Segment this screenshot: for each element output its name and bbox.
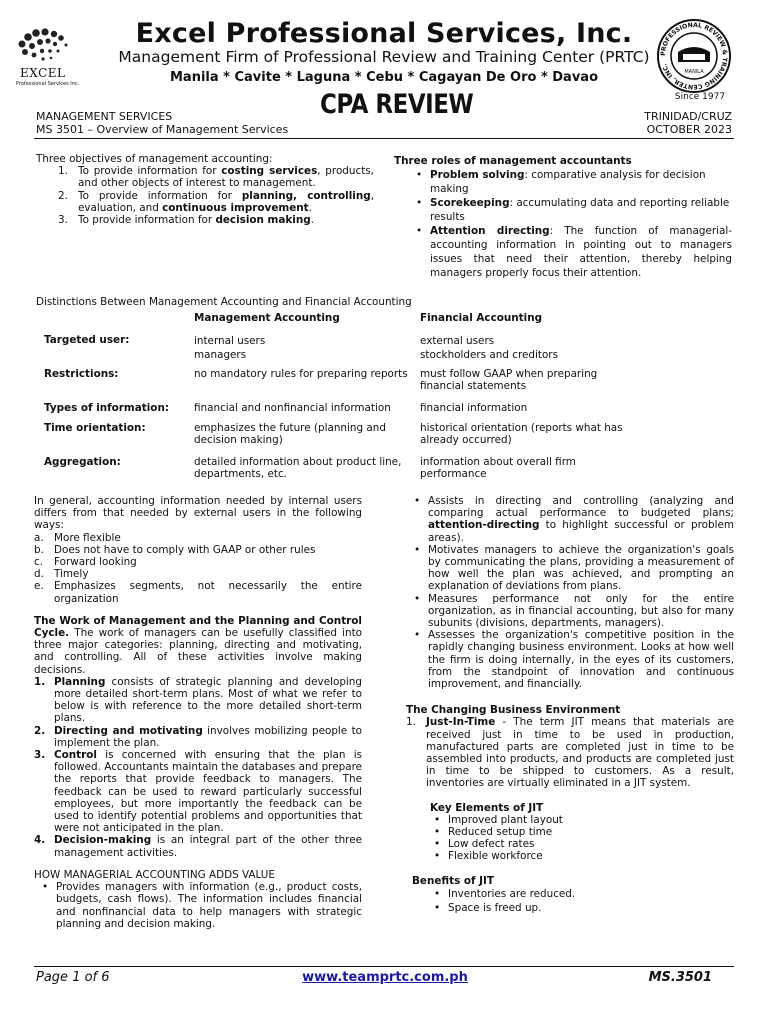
course-header-left [36, 110, 288, 136]
benefits-list [426, 887, 734, 915]
distinctions-table [36, 312, 736, 486]
list-item: a. More flexible [34, 531, 121, 544]
header-rule [34, 138, 734, 139]
list-item: 1. Planning consists of strategic planning and developing more detailed short-term plans. Most of what we refer to below is with reference to the more detailed short-term plans. [34, 675, 362, 725]
list-item: d. Timely [34, 568, 89, 581]
table-header-row [36, 312, 736, 334]
footer-rule [34, 966, 734, 967]
table-row: Restrictions: no mandatory rules for preparing reports must follow GAAP when preparing financial statements [44, 368, 598, 393]
roles-list [394, 168, 732, 280]
differs-intro: In general, accounting information needed by internal users differs from that needed by external users in the following ways: [34, 495, 362, 532]
logo-subtext: Professional Services Inc. [16, 81, 80, 87]
objectives-section [36, 153, 374, 226]
logo-text: EXCEL [20, 66, 66, 80]
list-item: • Problem solving: comparative analysis for decision making [408, 168, 732, 196]
list-item: 2. Directing and motivating involves mobilizing people to implement the plan. [34, 724, 362, 749]
list-item: e. Emphasizes segments, not necessarily the entire organization [34, 580, 362, 605]
list-item: 3. To provide information for decision making. [58, 214, 315, 227]
department-label: MANAGEMENT SERVICES [36, 110, 173, 123]
column-header: Financial Accounting [420, 312, 543, 324]
roles-title: Three roles of management accountants [394, 155, 632, 167]
list-item: 3. Control is concerned with ensuring that the plan is followed. Accountants maintain the databases and prepare the reports that provide feedback to managers. The feedback can be used to reward particularly successful employees, but more importantly the feedback can be used to identify potential problems and opportunities that were not anticipated in the plan. [34, 749, 362, 835]
course-code: MS.3501 [648, 970, 712, 985]
benefits-title: Benefits of JIT [412, 874, 494, 887]
list-item: • Flexible workforce [426, 850, 734, 862]
company-locations: Manila * Cavite * Laguna * Cebu * Cagayan De Oro * Davao [169, 70, 599, 85]
list-item: • Measures performance not only for the entire organization, as in financial accounting, but also for many subunits (divisions, departments, managers). [406, 593, 734, 630]
cpa-review-banner: CPA REVIEW [320, 90, 474, 120]
date-label: OCTOBER 2023 [646, 123, 732, 136]
value-title: HOW MANAGERIAL ACCOUNTING ADDS VALUE [34, 868, 275, 881]
value-list-left [34, 881, 362, 930]
list-item: • Reduced setup time [426, 826, 734, 838]
work-title: The Work of Management and the Planning and Control Cycle. [34, 614, 362, 640]
table-row: Types of information: financial and nonfinancial information financial information [44, 402, 528, 414]
prtc-seal [656, 18, 732, 94]
list-item: • Improved plant layout [426, 814, 734, 826]
page-number: Page 1 of 6 [36, 970, 110, 985]
roles-section [394, 154, 732, 280]
list-item: b. Does not have to comply with GAAP or other rules [34, 543, 316, 556]
list-item: • Provides managers with information (e.g., product costs, budgets, cash flows). The information includes financial and nonfinancial data to help managers with strategic planning and decision making. [34, 881, 362, 930]
distinctions-title: Distinctions Between Management Accounting and Financial Accounting [36, 296, 412, 308]
company-name: Excel Professional Services, Inc. [135, 18, 633, 49]
seal-text: PROFESSIONAL REVIEW & TRAINING CENTER, INC. [659, 21, 729, 91]
changing-title: The Changing Business Environment [406, 704, 621, 717]
objectives-intro: Three objectives of management accounting: [36, 153, 273, 165]
list-item: • Assists in directing and controlling (analyzing and comparing actual performance to budgeted plans; attention-directing to highlight successful or problem areas). [406, 495, 734, 544]
list-item: c. Forward looking [34, 556, 137, 569]
list-item: • Inventories are reduced. [426, 887, 734, 901]
list-item: • Space is freed up. [426, 901, 734, 915]
value-list-right [406, 495, 734, 690]
since-year: Since 1977 [674, 92, 726, 102]
column-header: Management Accounting [194, 312, 340, 324]
table-row: Targeted user: internal users managers external users stockholders and creditors [44, 334, 558, 361]
seal-city: MANILA [684, 69, 704, 75]
list-item: 2. To provide information for planning, controlling, evaluation, and continuous improvement. [58, 189, 374, 214]
list-item: • Low defect rates [426, 838, 734, 850]
left-column [34, 495, 362, 930]
table-row: Time orientation: emphasizes the future (planning and decision making) historical orientation (reports what has already occurred) [44, 422, 623, 447]
work-paragraph: The Work of Management and the Planning and Control Cycle. The work of managers can be usefully classified into three major categories: planning, directing and motivating, and controlling. All of these activities involve making decisions. [34, 614, 362, 676]
list-item: • Attention directing: The function of managerial-accounting information in pointing out to managers issues that need their attention, thereby helping managers properly focus their attention. [408, 224, 732, 280]
course-label: MS 3501 – Overview of Management Services [36, 123, 289, 136]
list-item: 1. To provide information for costing services, products, and other objects of interest to management. [58, 165, 374, 190]
instructors-label: TRINIDAD/CRUZ [644, 110, 732, 123]
work-list [34, 676, 362, 859]
differs-list [34, 532, 362, 605]
right-column [406, 495, 734, 915]
course-header-right [644, 110, 732, 136]
list-item: • Scorekeeping: accumulating data and reporting reliable results [408, 196, 732, 224]
list-item: • Motivates managers to achieve the organization's goals by communicating the plans, providing a measurement of how well the plan was achieved, and prompting an explanation of deviations from plans. [406, 544, 734, 593]
website-link[interactable]: www.teamprtc.com.ph [302, 970, 468, 985]
objectives-list [58, 165, 374, 226]
changing-list [406, 716, 734, 789]
company-subtitle: Management Firm of Professional Review and Training Center (PRTC) [118, 48, 650, 66]
table-row: Aggregation: detailed information about product line, departments, etc. information about overall firm performance [44, 456, 576, 481]
key-elements-list [426, 814, 734, 863]
list-item: • Assesses the organization's competitive position in the rapidly changing business environment. Looks at how well the firm is doing internally, in the eyes of its customers, from the standpoint of innovation and continuous improvement, and financially. [406, 629, 734, 690]
list-item: 4. Decision-making is an integral part of the other three management activities. [34, 834, 362, 859]
key-elements-title: Key Elements of JIT [430, 801, 544, 814]
list-item: 1. Just-In-Time - The term JIT means that materials are received just in time to be used in production, manufactured parts are completed just in time to be assembled into products, and products are completed just in time to be shipped to customers. As a result, inventories are virtually eliminated in a JIT system. [406, 716, 734, 790]
